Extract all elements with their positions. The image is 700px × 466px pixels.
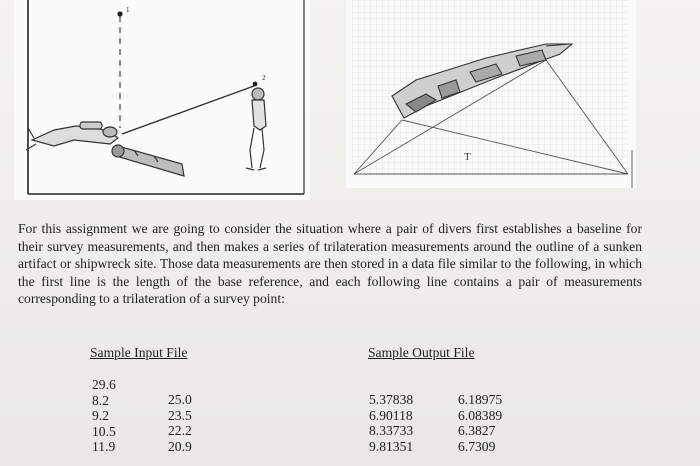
sample-input-header: Sample Input File: [90, 345, 188, 360]
output-row-value: 6.08389: [458, 407, 503, 423]
output-row-value: 6.7309: [458, 438, 496, 454]
sample-output-column-2: [458, 392, 502, 454]
input-row-value: 22.2: [168, 423, 192, 439]
output-row-value: 8.33733: [369, 423, 414, 439]
sample-output-column-1: [369, 392, 413, 454]
sample-input-column-1: [92, 377, 116, 455]
output-row-value: 5.37838: [369, 392, 414, 407]
output-row-value: 6.18975: [458, 392, 503, 407]
input-row-value: 8.2: [92, 392, 109, 408]
input-row-value: 10.5: [92, 423, 116, 439]
diver-baseline-illustration: [14, 0, 310, 200]
input-row-value: 23.5: [168, 407, 192, 423]
assignment-paragraph: For this assignment we are going to consider the situation where a pair of divers first establishes a baseline for their survey measurements, and then makes a series of trilateration measurements around the outline of a sunken artifact or shipwreck site. Those data measurements are then stored in a data file similar to the following, in which the first line is the length of the base reference, and each following line contains a pair of measurements corresponding to a trilateration of a survey point:: [18, 221, 642, 307]
shipwreck-trilateration-illustration: [346, 0, 636, 188]
input-row-value: 11.9: [92, 439, 116, 455]
point-t-label: T: [464, 151, 471, 163]
input-row-value: 20.9: [168, 438, 192, 454]
point-1-label: 1: [126, 6, 130, 14]
input-row-value: 9.2: [92, 408, 109, 424]
output-row-value: 6.90118: [369, 407, 413, 423]
diver-baseline-figure: [14, 0, 310, 200]
sample-output-header: Sample Output File: [368, 345, 475, 360]
base-length-value: 29.6: [92, 377, 116, 392]
output-row-value: 9.81351: [369, 438, 414, 454]
point-2-label: 2: [262, 74, 266, 82]
shipwreck-grid-figure: [346, 0, 636, 188]
sample-input-column-2: [168, 392, 192, 454]
input-row-value: 25.0: [168, 392, 192, 407]
output-row-value: 6.3827: [458, 423, 496, 439]
